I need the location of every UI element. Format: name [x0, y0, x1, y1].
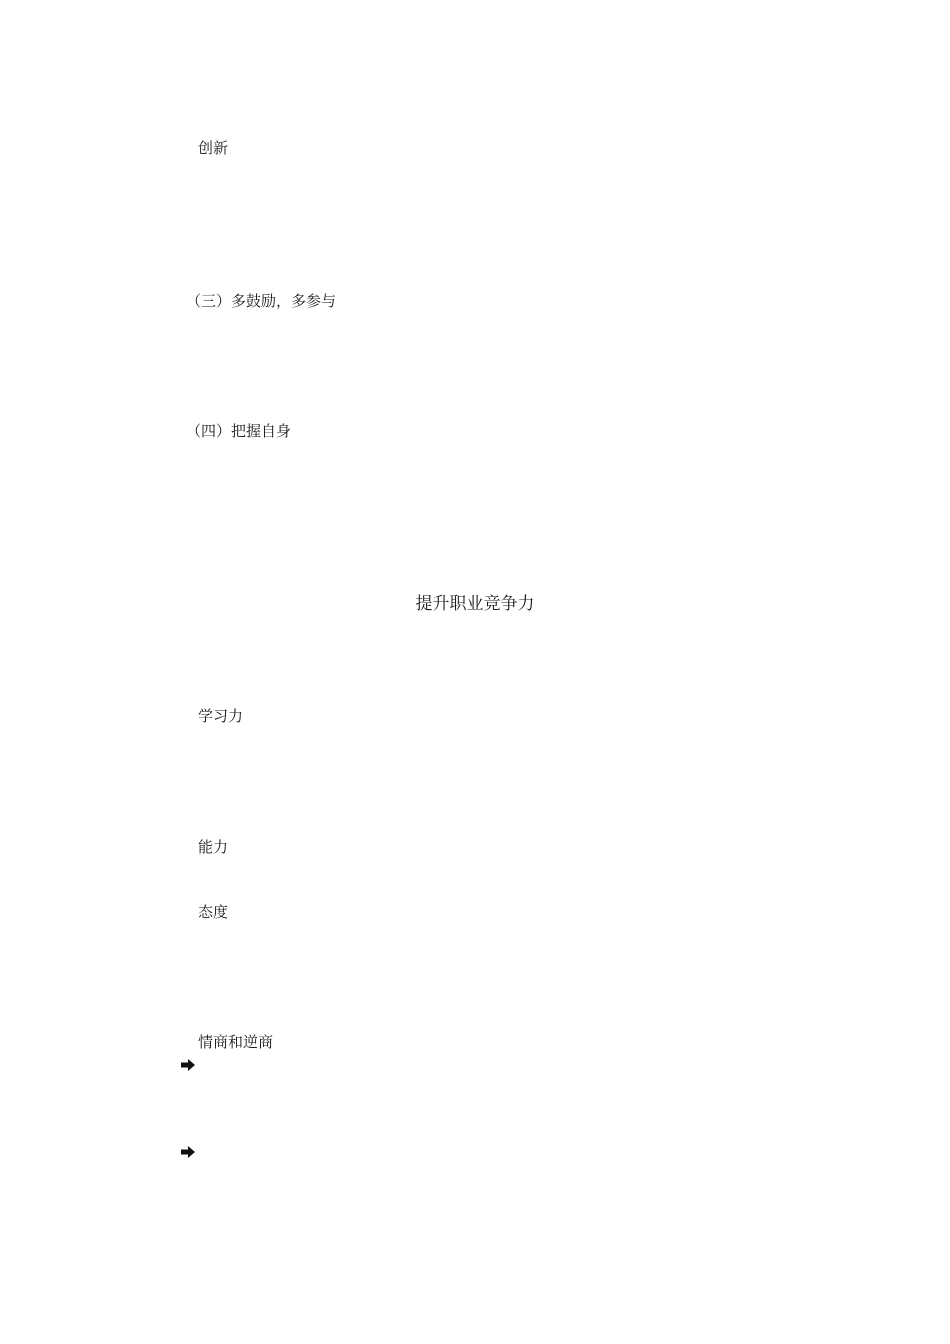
text-line	[0, 1187, 950, 1203]
text-line	[0, 206, 950, 222]
text-line	[0, 1078, 950, 1094]
heading-encourage: （三）多鼓励，多参与	[186, 292, 337, 310]
heading-self: （四）把握自身	[186, 422, 292, 440]
text-line	[0, 445, 950, 461]
text-line	[0, 992, 950, 1008]
heading-ability: 能力	[198, 838, 229, 856]
text-line	[0, 511, 950, 527]
text-line	[0, 358, 950, 374]
text-line	[0, 532, 950, 548]
page-title: 提升职业竞争力	[415, 594, 535, 614]
text-line	[0, 1122, 950, 1138]
text-line	[0, 1209, 950, 1225]
text-line	[0, 753, 950, 769]
heading-eq-aq: 情商和逆商	[198, 1033, 274, 1051]
text-line	[0, 315, 950, 331]
text-line	[0, 380, 950, 396]
heading-learning: 学习力	[198, 707, 244, 725]
text-line	[0, 228, 950, 244]
text-line	[0, 250, 950, 266]
heading-innovation: 创新	[198, 139, 229, 157]
arrow-right-icon	[180, 1145, 196, 1159]
text-line	[0, 467, 950, 483]
bullet-item-2	[180, 1141, 207, 1159]
text-line	[0, 970, 950, 986]
text-line	[0, 948, 950, 964]
text-line	[0, 861, 950, 877]
heading-attitude: 态度	[198, 903, 229, 921]
text-line	[0, 1100, 950, 1116]
text-line	[0, 883, 950, 899]
text-line	[0, 489, 950, 505]
text-line	[0, 926, 950, 942]
text-line	[0, 1165, 950, 1181]
text-line	[0, 644, 950, 660]
arrow-right-icon	[180, 1058, 196, 1072]
bullet-item-1	[180, 1054, 207, 1072]
text-line	[0, 554, 950, 570]
text-line	[0, 774, 950, 790]
text-line	[0, 666, 950, 682]
text-line	[0, 337, 950, 353]
text-line	[0, 731, 950, 747]
text-line	[0, 184, 950, 200]
text-line	[0, 162, 950, 178]
text-line	[0, 796, 950, 812]
